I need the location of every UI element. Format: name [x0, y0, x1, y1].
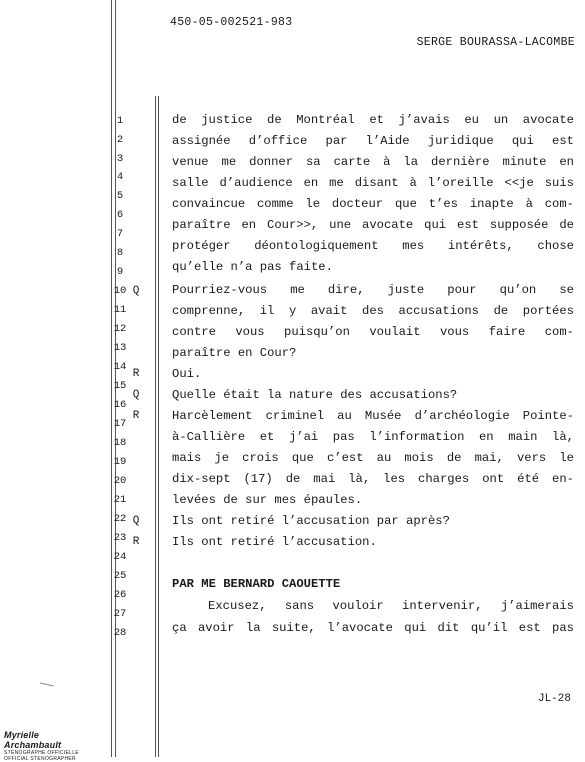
line-number: 27: [113, 608, 127, 620]
transcript-line: Ils ont retiré l’accusation.: [172, 535, 377, 549]
examiner-heading: PAR ME BERNARD CAOUETTE: [172, 577, 341, 591]
transcript-line: ça avoir la suite, l’avocate qui dit qu’il est pas: [172, 621, 574, 635]
transcript-line: paraître en Cour?: [172, 346, 297, 360]
line-number: 8: [116, 247, 124, 259]
transcript-line: Excusez, sans vouloir intervenir, j’aimerais: [208, 599, 574, 613]
transcript-line: Ils ont retiré l’accusation par après?: [172, 514, 450, 528]
transcript-line: contre vous puisqu’on voulait vous faire com-: [172, 325, 574, 339]
line-number: 13: [113, 342, 127, 354]
line-number: 16: [113, 399, 127, 411]
line-number: 24: [113, 551, 127, 563]
line-number: 1: [116, 115, 124, 127]
line-number: 23: [113, 532, 127, 544]
line-number: 5: [116, 190, 124, 202]
stenographer-title-fr: STÉNOGRAPHE OFFICIELLE: [4, 750, 79, 756]
line-number: 21: [113, 494, 127, 506]
line-number: 12: [113, 323, 127, 335]
transcript-line: paraître en Cour>>, une avocate qui est supposée de: [172, 218, 574, 232]
transcript-line: qu’elle n’a pas faite.: [172, 260, 333, 274]
line-number: 28: [113, 627, 127, 639]
speaker-marker-question: Q: [132, 285, 140, 297]
line-number: 2: [116, 134, 124, 146]
transcript-line: de justice de Montréal et j’avais eu un avocate: [172, 113, 574, 127]
line-number: 14: [113, 361, 127, 373]
line-number: 18: [113, 437, 127, 449]
line-number: 7: [116, 228, 124, 240]
transcript-line: Quelle était la nature des accusations?: [172, 388, 458, 402]
speaker-marker-answer: R: [132, 410, 140, 422]
line-number: 17: [113, 418, 127, 430]
line-number: 20: [113, 475, 127, 487]
line-number: 3: [116, 153, 124, 165]
line-number: 22: [113, 513, 127, 525]
transcript-line: salle d’audience en me disant à l’oreille <<je suis: [172, 176, 574, 190]
transcript-line: Pourriez-vous me dire, juste pour qu’on se: [172, 283, 574, 297]
transcript-line: venue me donner sa carte à la dernière minute en: [172, 155, 574, 169]
speaker-marker-question: Q: [132, 389, 140, 401]
scan-mark: [40, 683, 54, 687]
transcript-line: Harcèlement criminel au Musée d’archéologie Pointe-: [172, 409, 574, 423]
line-number: 19: [113, 456, 127, 468]
transcript-line: levées de sur mes épaules.: [172, 493, 363, 507]
page-code: JL-28: [537, 693, 571, 705]
stenographer-title-en: OFFICIAL STENOGRAPHER: [4, 756, 76, 762]
witness-name: SERGE BOURASSA-LACOMBE: [416, 36, 575, 49]
transcript-line: mais je crois que c’est au mois de mai, vers le: [172, 451, 574, 465]
transcript-line: convaincue comme le docteur que t’es inapte à com-: [172, 197, 574, 211]
line-number: 4: [116, 171, 124, 183]
line-number: 25: [113, 570, 127, 582]
transcript-line: assignée d’office par l’Aide juridique qui est: [172, 134, 574, 148]
line-number: 6: [116, 209, 124, 221]
line-number: 15: [113, 380, 127, 392]
margin-rule-right: [155, 96, 156, 757]
stenographer-stamp: [4, 730, 96, 762]
line-number: 26: [113, 589, 127, 601]
margin-rule-left-inner: [115, 0, 116, 757]
speaker-marker-answer: R: [132, 536, 140, 548]
stenographer-name: Myrielle Archambault: [4, 730, 62, 750]
transcript-line: protéger déontologiquement mes intérêts, chose: [172, 239, 574, 253]
transcript-line: comprenne, il y avait des accusations de portées: [172, 304, 574, 318]
margin-rule-left-outer: [111, 0, 112, 757]
case-number: 450-05-002521-983: [170, 16, 293, 29]
line-number: 9: [116, 266, 124, 278]
margin-rule-right-inner: [158, 96, 159, 757]
transcript-line: Oui.: [172, 367, 202, 381]
speaker-marker-answer: R: [132, 368, 140, 380]
speaker-marker-question: Q: [132, 515, 140, 527]
line-number: 10: [113, 285, 127, 297]
line-number: 11: [113, 304, 127, 316]
transcript-line: dix-sept (17) de mai là, les charges ont été en-: [172, 472, 574, 486]
transcript-line: à-Callière et j’ai pas l’information en main là,: [172, 430, 574, 444]
